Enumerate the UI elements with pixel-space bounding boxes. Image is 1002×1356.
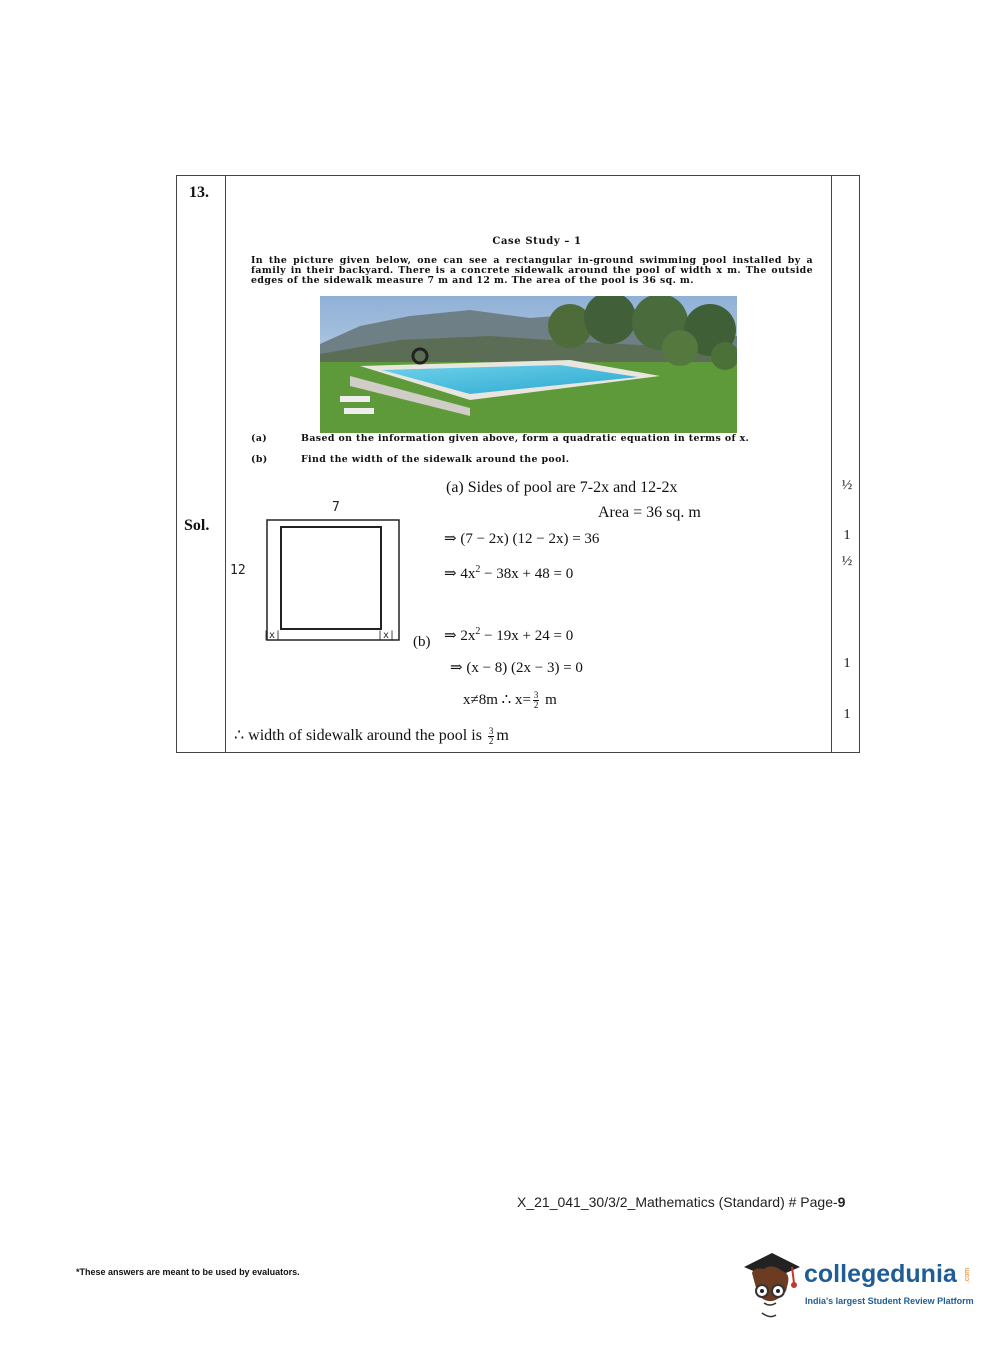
solution-eq2: [444, 564, 573, 583]
solution-area: Area = 36 sq. m: [598, 504, 701, 521]
pool-edge: [281, 527, 381, 629]
fraction-numerator: 3: [533, 690, 539, 701]
solution-conclusion: [234, 725, 509, 746]
part-b-marker: (b): [413, 634, 431, 650]
brand-tagline: India's largest Student Review Platform: [805, 1296, 974, 1306]
reject-text: x≠8m ∴ x=: [463, 692, 531, 708]
eq2-exponent: 2: [475, 564, 481, 575]
mark-4: 1: [843, 656, 851, 671]
brand-suffix: .com: [964, 1267, 972, 1284]
diagram-top-label: 7: [332, 500, 340, 515]
unit: m: [496, 727, 509, 744]
case-study-title: Case Study – 1: [492, 236, 582, 247]
fraction-three-halves-final: [488, 727, 495, 746]
part-b-label: (b): [251, 454, 268, 465]
mark-1: ½: [841, 478, 853, 493]
eq3-exponent: 2: [475, 626, 481, 637]
part-b-text: Find the width of the sidewalk around the pool.: [301, 454, 570, 465]
part-a-label: (a): [251, 433, 268, 444]
fraction-three-halves: [533, 691, 540, 710]
eq3-suffix: − 19x + 24 = 0: [480, 628, 574, 644]
page-code-text: X_21_041_30/3/2_Mathematics (Standard) # Page-: [517, 1194, 838, 1210]
fraction-denominator: 2: [488, 735, 494, 746]
collegedunia-logo-icon: [742, 1249, 802, 1319]
diagram-bottom-right-label: |x|: [377, 630, 396, 641]
solution-reject: [463, 690, 557, 710]
part-a-text: Based on the information given above, form a quadratic equation in terms of x.: [301, 433, 750, 444]
unit: m: [545, 692, 557, 708]
case-study-paragraph: In the picture given below, one can see a rectangular in-ground swimming pool installed by a family in their backyard. There is a concrete sidewalk around the pool of width x m. The outside edges of the sidewalk measure 7 m and 12 m. The area of the pool is 36 sq. m.: [251, 255, 813, 286]
conclusion-text: ∴ width of sidewalk around the pool is: [234, 727, 482, 744]
diagram-side-label: 12: [230, 563, 246, 578]
eq3-prefix: ⇒ 2x: [444, 628, 476, 644]
evaluator-note: *These answers are meant to be used by evaluators.: [76, 1267, 300, 1277]
brand-name: collegedunia: [804, 1260, 957, 1288]
fraction-denominator: 2: [533, 700, 539, 711]
mark-3: ½: [841, 554, 853, 569]
solution-eq1: ⇒ (7 − 2x) (12 − 2x) = 36: [444, 531, 600, 547]
answer-table: [176, 175, 860, 753]
mark-2: 1: [843, 528, 851, 543]
diagram-bottom-left-label: |x|: [263, 630, 282, 641]
pool-photo: [320, 296, 737, 433]
solution-eq4: ⇒ (x − 8) (2x − 3) = 0: [450, 660, 583, 676]
outer-edge: [267, 520, 399, 640]
page-number: 9: [837, 1194, 846, 1210]
eq2-prefix: ⇒ 4x: [444, 566, 476, 582]
solution-eq3: [444, 626, 573, 645]
eq2-suffix: − 38x + 48 = 0: [480, 566, 574, 582]
sidewalk-diagram: [261, 516, 401, 646]
column-divider-left: [225, 176, 226, 752]
solution-line-a: (a) Sides of pool are 7-2x and 12-2x: [446, 479, 678, 496]
mark-5: 1: [843, 707, 851, 722]
question-number: 13.: [189, 184, 209, 201]
solution-label: Sol.: [184, 517, 210, 534]
fraction-numerator: 3: [488, 725, 494, 736]
page-code: [517, 1194, 845, 1210]
